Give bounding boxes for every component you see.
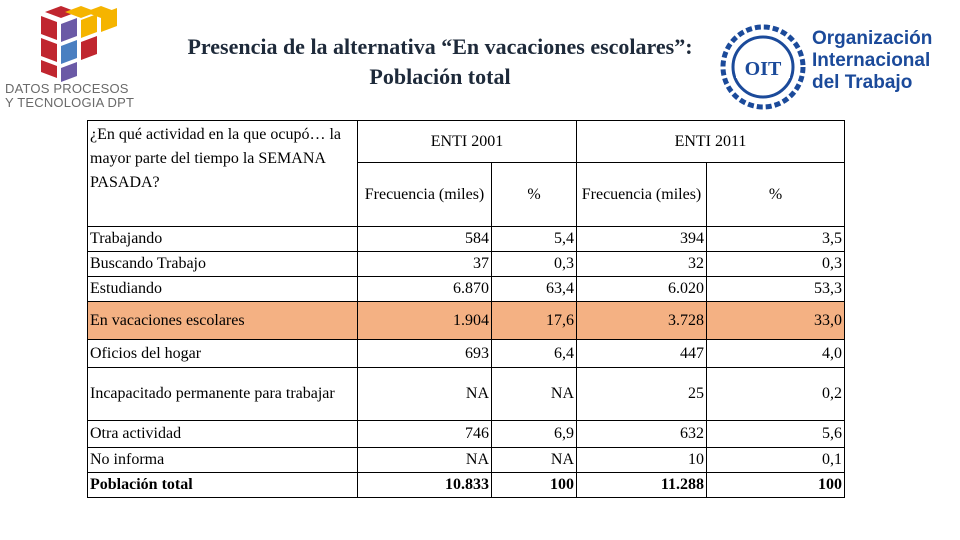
table-row <box>88 448 845 473</box>
cell-value: NA <box>358 368 492 421</box>
page-title: Presencia de la alternativa “En vacaciones escolares”: Población total <box>187 34 693 89</box>
cell-value: 5,6 <box>707 421 845 448</box>
cell-value: NA <box>358 448 492 473</box>
cell-value: 3,5 <box>707 227 845 252</box>
dpt-logo <box>5 4 163 122</box>
cell-value: 5,4 <box>492 227 577 252</box>
dpt-brand-name: DATOS PROCESOS Y TECNOLOGIA DPT <box>5 81 135 110</box>
cell-value: 632 <box>577 421 707 448</box>
row-label: Oficios del hogar <box>88 340 358 368</box>
table-row <box>88 277 845 302</box>
oit-logo <box>718 22 954 112</box>
cell-value: 693 <box>358 340 492 368</box>
table-row-total <box>88 473 845 498</box>
cell-value: 11.288 <box>577 473 707 498</box>
cell-value: 100 <box>707 473 845 498</box>
table-row <box>88 227 845 252</box>
cell-value: 0,3 <box>707 252 845 277</box>
dpt-cube-icon <box>5 4 163 84</box>
cell-value: 4,0 <box>707 340 845 368</box>
row-label: Otra actividad <box>88 421 358 448</box>
cell-value: 6.020 <box>577 277 707 302</box>
cell-value: 32 <box>577 252 707 277</box>
cell-value: 33,0 <box>707 302 845 340</box>
row-header-cell: ¿En qué actividad en la que ocupó… la mayor parte del tiempo la SEMANA PASADA? <box>88 121 358 227</box>
table-row <box>88 368 845 421</box>
cell-value: 25 <box>577 368 707 421</box>
cell-value: 63,4 <box>492 277 577 302</box>
cell-value: 394 <box>577 227 707 252</box>
activity-table <box>87 120 845 498</box>
cell-value: 10 <box>577 448 707 473</box>
oit-emblem-icon <box>718 22 808 112</box>
cell-value: 6,4 <box>492 340 577 368</box>
row-label: En vacaciones escolares <box>88 302 358 340</box>
row-label: Estudiando <box>88 277 358 302</box>
oit-emblem-text: OIT <box>744 58 782 80</box>
cell-value: 0,3 <box>492 252 577 277</box>
cell-value: 6,9 <box>492 421 577 448</box>
cell-value: 37 <box>358 252 492 277</box>
table-row <box>88 340 845 368</box>
cell-value: 6.870 <box>358 277 492 302</box>
cell-value: 447 <box>577 340 707 368</box>
group-header-2011: ENTI 2011 <box>577 121 845 163</box>
cell-value: 53,3 <box>707 277 845 302</box>
cell-value: 100 <box>492 473 577 498</box>
table-row <box>88 252 845 277</box>
row-label: Población total <box>88 473 358 498</box>
group-header-2001: ENTI 2001 <box>358 121 577 163</box>
cell-value: 3.728 <box>577 302 707 340</box>
subheader-percent-2001: % <box>492 163 577 227</box>
cell-value: 0,1 <box>707 448 845 473</box>
cell-value: 0,2 <box>707 368 845 421</box>
cell-value: 584 <box>358 227 492 252</box>
row-label: Buscando Trabajo <box>88 252 358 277</box>
cell-value: NA <box>492 448 577 473</box>
subheader-frecuencia-2011: Frecuencia (miles) <box>577 163 707 227</box>
table-row-highlighted <box>88 302 845 340</box>
row-label: Trabajando <box>88 227 358 252</box>
table-row <box>88 421 845 448</box>
row-label: Incapacitado permanente para trabajar <box>88 368 358 421</box>
cell-value: NA <box>492 368 577 421</box>
cell-value: 1.904 <box>358 302 492 340</box>
cell-value: 17,6 <box>492 302 577 340</box>
cell-value: 746 <box>358 421 492 448</box>
subheader-percent-2011: % <box>707 163 845 227</box>
oit-name: Organización Internacional del Trabajo <box>812 28 933 93</box>
subheader-frecuencia-2001: Frecuencia (miles) <box>358 163 492 227</box>
row-label: No informa <box>88 448 358 473</box>
cell-value: 10.833 <box>358 473 492 498</box>
